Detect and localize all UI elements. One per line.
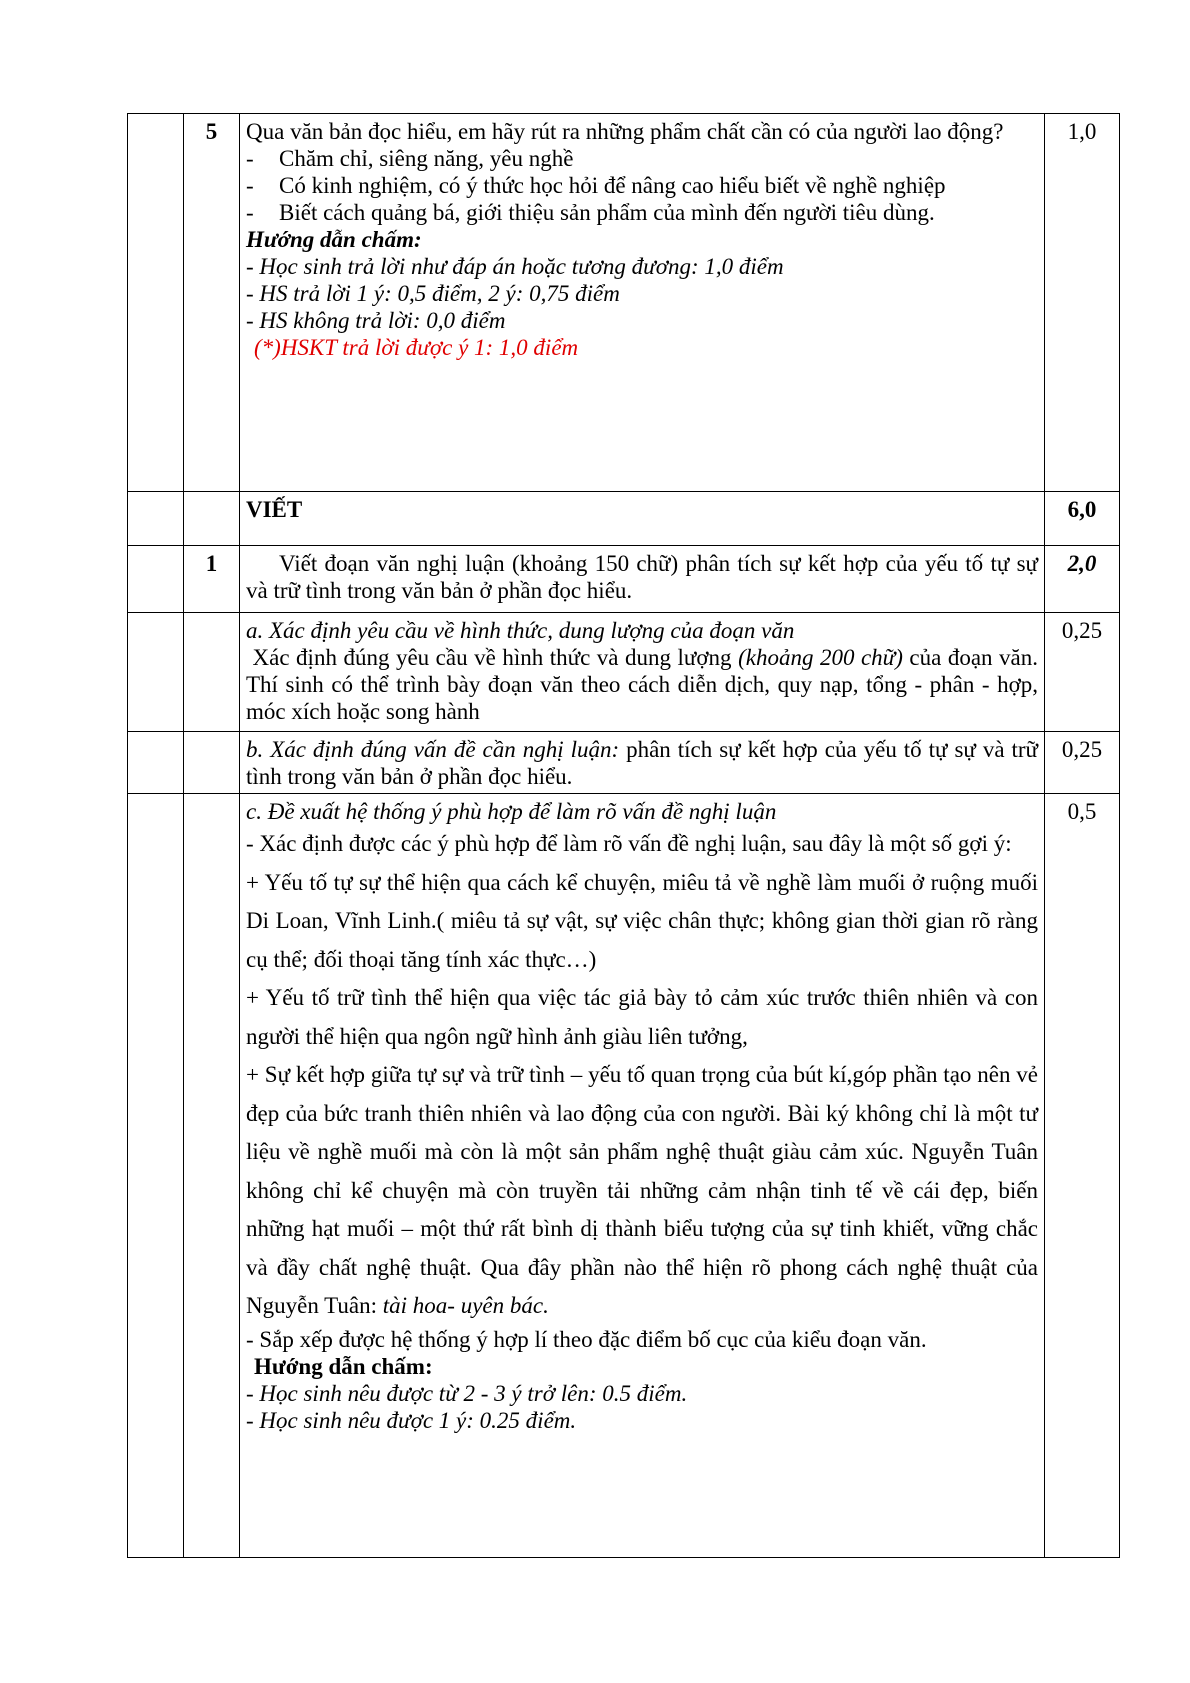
wc-p2: + Yếu tố tự sự thể hiện qua cách kể chuyện, miêu tả về nghề làm muối ở ruộng muối Di Loan, Vĩnh Linh.( miêu tả sự vật, sự việc chân thực; không gian thời gian rõ ràng cụ thể; đối thoại tăng tính xác thực…) xyxy=(246,869,1038,972)
wc-content xyxy=(240,794,1045,1558)
wa-text: Xác định đúng yêu cầu về hình thức và dung lượng (khoảng 200 chữ) của đoạn văn. Thí sinh có thể trình bày đoạn văn theo cách diễn dịch, quy nạp, tổng - phân - hợp, móc xích hoặc song hành xyxy=(246,645,1039,724)
q5-answer-2: - Có kinh nghiệm, có ý thức học hỏi để nâng cao hiểu biết về nghề nghiệp xyxy=(246,173,946,198)
q5-score: 1,0 xyxy=(1045,114,1120,492)
wa-heading: a. Xác định yêu cầu về hình thức, dung lượng của đoạn văn xyxy=(246,618,795,643)
wc-guide-2: - Học sinh nêu được 1 ý: 0.25 điểm. xyxy=(246,1407,577,1433)
wc-p3: + Yếu tố trữ tình thể hiện qua việc tác giả bày tỏ cảm xúc trước thiên nhiên và con người thể hiện qua ngôn ngữ hình ảnh giàu liên tưởng, xyxy=(246,985,1038,1049)
q5-answer-3: - Biết cách quảng bá, giới thiệu sản phẩm của mình đến người tiêu dùng. xyxy=(246,200,935,225)
wc-guide-title: Hướng dẫn chấm: xyxy=(254,1353,433,1379)
q5-guide-title: Hướng dẫn chấm: xyxy=(246,227,422,252)
wc-p5: - Sắp xếp được hệ thống ý hợp lí theo đặc điểm bố cục của kiểu đoạn văn. xyxy=(246,1326,927,1352)
wb-content: b. Xác định đúng vấn đề cần nghị luận: phân tích sự kết hợp của yếu tố tự sự và trữ tình trong văn bản ở phần đọc hiểu. xyxy=(240,732,1045,794)
q5-content xyxy=(240,114,1045,492)
wa-content xyxy=(240,613,1045,732)
wc-guide-1: - Học sinh nêu được từ 2 - 3 ý trở lên: 0.5 điểm. xyxy=(246,1380,688,1406)
wb-score: 0,25 xyxy=(1045,732,1120,794)
wc-p4: + Sự kết hợp giữa tự sự và trữ tình – yếu tố quan trọng của bút kí,góp phần tạo nên vẻ đẹp của bức tranh thiên nhiên và lao động của con người. Bài ký không chỉ là một tư liệu về nghề muối mà còn là một sản phẩm nghệ thuật giàu cảm xúc. Nguyễn Tuân không chỉ kể chuyện mà còn truyền tải những cảm nhận tinh tế về cái đẹp, biến những hạt muối – một thứ rất bình dị thành biểu tượng của sự tinh khiết, vững chắc và đầy chất nghệ thuật. Qua đây phần nào thể hiện rõ phong cách nghệ thuật của Nguyễn Tuân: tài hoa- uyên bác. xyxy=(246,1062,1038,1318)
w1-number: 1 xyxy=(184,546,240,613)
q5-row xyxy=(128,114,1120,492)
q5-guide-2: - HS trả lời 1 ý: 0,5 điểm, 2 ý: 0,75 điểm xyxy=(246,281,620,306)
wa-score: 0,25 xyxy=(1045,613,1120,732)
section-title: VIẾT xyxy=(240,492,1045,546)
section-score: 6,0 xyxy=(1045,492,1120,546)
wc-row xyxy=(128,794,1120,1558)
q5-number: 5 xyxy=(184,114,240,492)
part-cell xyxy=(128,114,184,492)
w1-score: 2,0 xyxy=(1045,546,1120,613)
wc-p1: - Xác định được các ý phù hợp để làm rõ vấn đề nghị luận, sau đây là một số gợi ý: xyxy=(246,831,1012,856)
q5-guide-3: - HS không trả lời: 0,0 điểm xyxy=(246,308,506,333)
w1-prompt: Viết đoạn văn nghị luận (khoảng 150 chữ) phân tích sự kết hợp của yếu tố tự sự và trữ tình trong văn bản ở phần đọc hiểu. xyxy=(240,546,1045,613)
wa-row xyxy=(128,613,1120,732)
q5-special-note: (*)HSKT trả lời được ý 1: 1,0 điểm xyxy=(254,335,579,360)
q5-guide-1: - Học sinh trả lời như đáp án hoặc tương đương: 1,0 điểm xyxy=(246,254,784,279)
w1-row xyxy=(128,546,1120,613)
q5-answer-1: - Chăm chỉ, siêng năng, yêu nghề xyxy=(246,146,574,171)
wc-score: 0,5 xyxy=(1045,794,1120,1558)
q5-question: Qua văn bản đọc hiểu, em hãy rút ra những phẩm chất cần có của người lao động? xyxy=(246,119,1004,144)
answer-key-table xyxy=(127,113,1120,1558)
wb-row xyxy=(128,732,1120,794)
wc-heading: c. Đề xuất hệ thống ý phù hợp để làm rõ vấn đề nghị luận xyxy=(246,799,777,824)
section-row xyxy=(128,492,1120,546)
